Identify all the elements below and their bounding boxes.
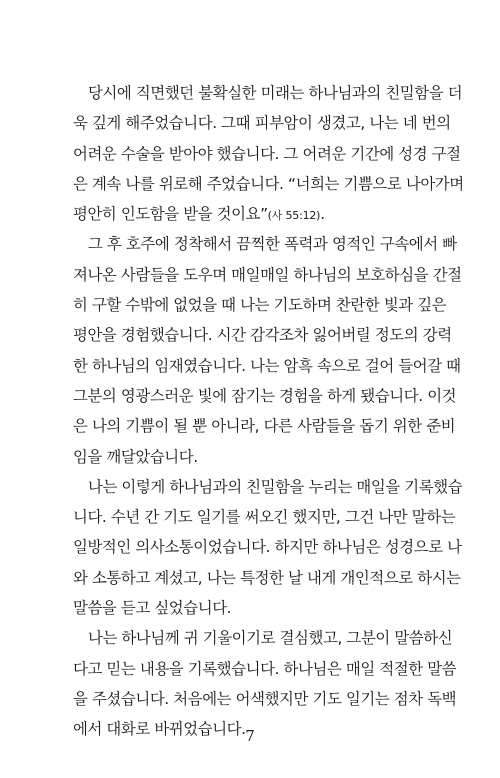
- text-line: 욱 깊게 해주었습니다. 그때 피부암이 생겼고, 나는 네 번의: [73, 114, 451, 133]
- text-line: 임을 깨달았습니다.: [73, 447, 198, 466]
- text-line: 일방적인 의사소통이었습니다. 하지만 하나님은 성경으로 나: [73, 538, 462, 557]
- text-line: 한 하나님의 임재였습니다. 나는 암흑 속으로 걸어 들어갈 때: [73, 356, 461, 375]
- text-line: 나는 하나님께 귀 기울이기로 결심했고, 그분이 말씀하신: [88, 629, 453, 648]
- paragraph: [73, 78, 464, 229]
- text-line: 그 후 호주에 정착해서 끔찍한 폭력과 영적인 구속에서 빠: [88, 235, 457, 254]
- text-line: [73, 199, 440, 229]
- text-line: 니다. 수년 간 기도 일기를 써오긴 했지만, 그건 나만 말하는: [73, 508, 456, 527]
- text-line: 와 소통하고 계셨고, 나는 특정한 날 내게 개인적으로 하시는: [73, 568, 461, 587]
- body-text: [73, 78, 464, 745]
- text-line: 다고 믿는 내용을 기록했습니다. 하나님은 매일 적절한 말씀: [73, 659, 457, 678]
- text-line: 은 나의 기쁨이 될 뿐 아니라, 다른 사람들을 돕기 위한 준비: [73, 417, 456, 436]
- text-line: 어려운 수술을 받아야 했습니다. 그 어려운 기간에 성경 구절: [73, 144, 461, 163]
- text-line: 은 계속 나를 위로해 주었습니다. “너희는 기쁨으로 나아가며: [73, 174, 464, 193]
- paragraph: [73, 229, 462, 471]
- sentence-end: .: [320, 205, 325, 224]
- text-line: 나는 이렇게 하나님과의 친밀함을 누리는 매일을 기록했습: [88, 477, 463, 496]
- quote-text: 평안히 인도함을 받을 것이요”: [73, 205, 268, 224]
- text-line: 을 주셨습니다. 처음에는 어색했지만 기도 일기는 점차 독백: [73, 689, 457, 708]
- text-line: 평안을 경험했습니다. 시간 감각조차 잃어버릴 정도의 강력: [73, 326, 452, 345]
- text-line: 말씀을 듣고 싶었습니다.: [73, 599, 232, 618]
- text-line: 당시에 직면했던 불확실한 미래는 하나님과의 친밀함을 더: [88, 84, 463, 102]
- text-line: 히 구할 수밖에 없었을 때 나는 기도하며 찬란한 빛과 깊은: [73, 296, 447, 315]
- text-line: 져나온 사람들을 도우며 매일매일 하나님의 보호하심을 간절: [73, 265, 462, 284]
- text-line: 그분의 영광스러운 빛에 잠기는 경험을 하게 됐습니다. 이것: [73, 386, 457, 405]
- paragraph: [73, 472, 463, 623]
- scripture-reference: (사 55:12): [267, 209, 321, 223]
- page-number: 7: [245, 727, 255, 745]
- text-line: 에서 대화로 바뀌었습니다.: [73, 720, 246, 739]
